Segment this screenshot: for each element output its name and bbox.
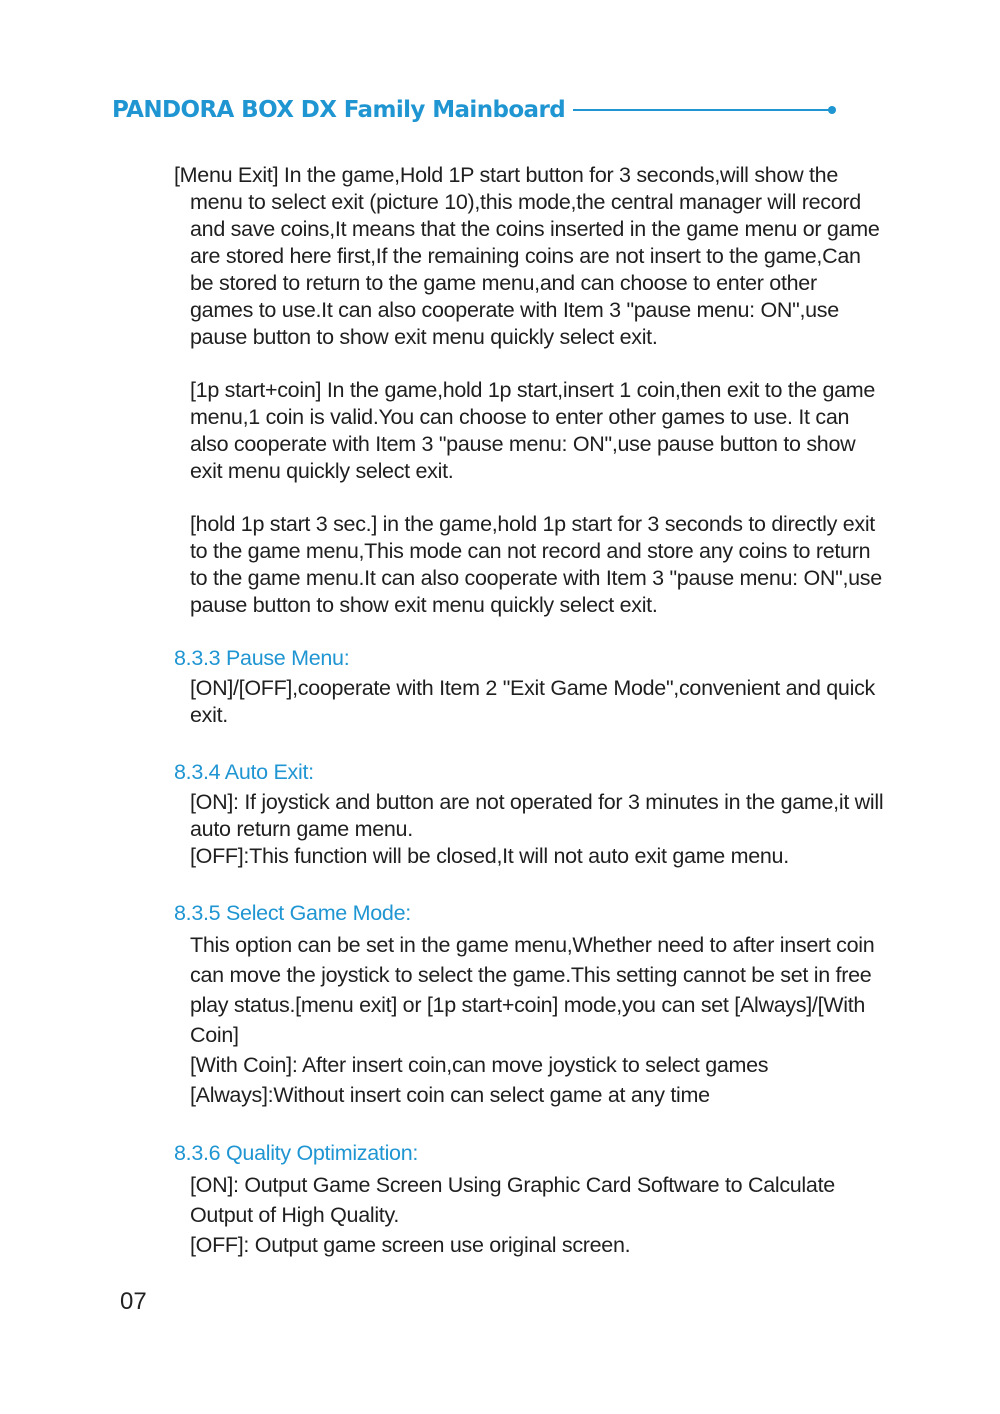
section-line: [OFF]: Output game screen use original screen. [190,1233,631,1257]
document-title: PANDORA BOX DX Family Mainboard [112,97,566,123]
header-rule-dot [828,106,836,114]
header-rule [573,109,832,111]
section-line: [ON]/[OFF],cooperate with Item 2 "Exit Game Mode",convenient and quick exit. [190,676,875,727]
paragraph-1p-start-coin: [1p start+coin] In the game,hold 1p start,insert 1 coin,then exit to the game menu,1 coin is valid.You can choose to enter other games to use. It can also cooperate with Item 3 "pause menu: ON",use pause button to show exit menu quickly select exit. [190,378,876,483]
section-quality-optimization [174,1140,884,1260]
section-line: [ON]: Output Game Screen Using Graphic Card Software to Calculate Output of High Quality. [190,1173,835,1227]
section-auto-exit [174,759,884,870]
section-heading: 8.3.4 Auto Exit: [174,760,314,784]
page-header [112,92,832,128]
section-line: [ON]: If joystick and button are not operated for 3 minutes in the game,it will auto return game menu. [190,790,884,841]
section-line: This option can be set in the game menu,Whether need to after insert coin can move the joystick to select the game.This setting cannot be set in free play status.[menu exit] or [1p start+coin] mode,you can set [Always]/[With Coin] [190,933,875,1047]
section-line: [OFF]:This function will be closed,It will not auto exit game menu. [190,844,789,868]
paragraph-menu-exit: [Menu Exit] In the game,Hold 1P start button for 3 seconds,will show the menu to select exit (picture 10),this mode,the central manager will record and save coins,It means that the coins inserted in the game menu or game are stored here first,If the remaining coins are not insert to the game,Can be stored to return to the game menu,and can choose to enter other games to use.It can also cooperate with Item 3 "pause menu: ON",use pause button to show exit menu quickly select exit. [174,163,880,349]
page-number: 07 [120,1288,147,1315]
main-content [174,162,884,1290]
paragraph-hold-1p-start: [hold 1p start 3 sec.] in the game,hold 1p start for 3 seconds to directly exit to the game menu,This mode can not record and store any coins to return to the game menu.It can also cooperate with Item 3 "pause menu: ON",use pause button to show exit menu quickly select exit. [190,512,882,617]
section-pause-menu [174,645,884,729]
section-heading: 8.3.3 Pause Menu: [174,646,350,670]
section-heading: 8.3.5 Select Game Mode: [174,901,411,925]
section-heading: 8.3.6 Quality Optimization: [174,1141,419,1165]
section-line: [With Coin]: After insert coin,can move joystick to select games [190,1053,769,1077]
section-line: [Always]:Without insert coin can select game at any time [190,1083,710,1107]
section-select-game-mode [174,900,884,1110]
